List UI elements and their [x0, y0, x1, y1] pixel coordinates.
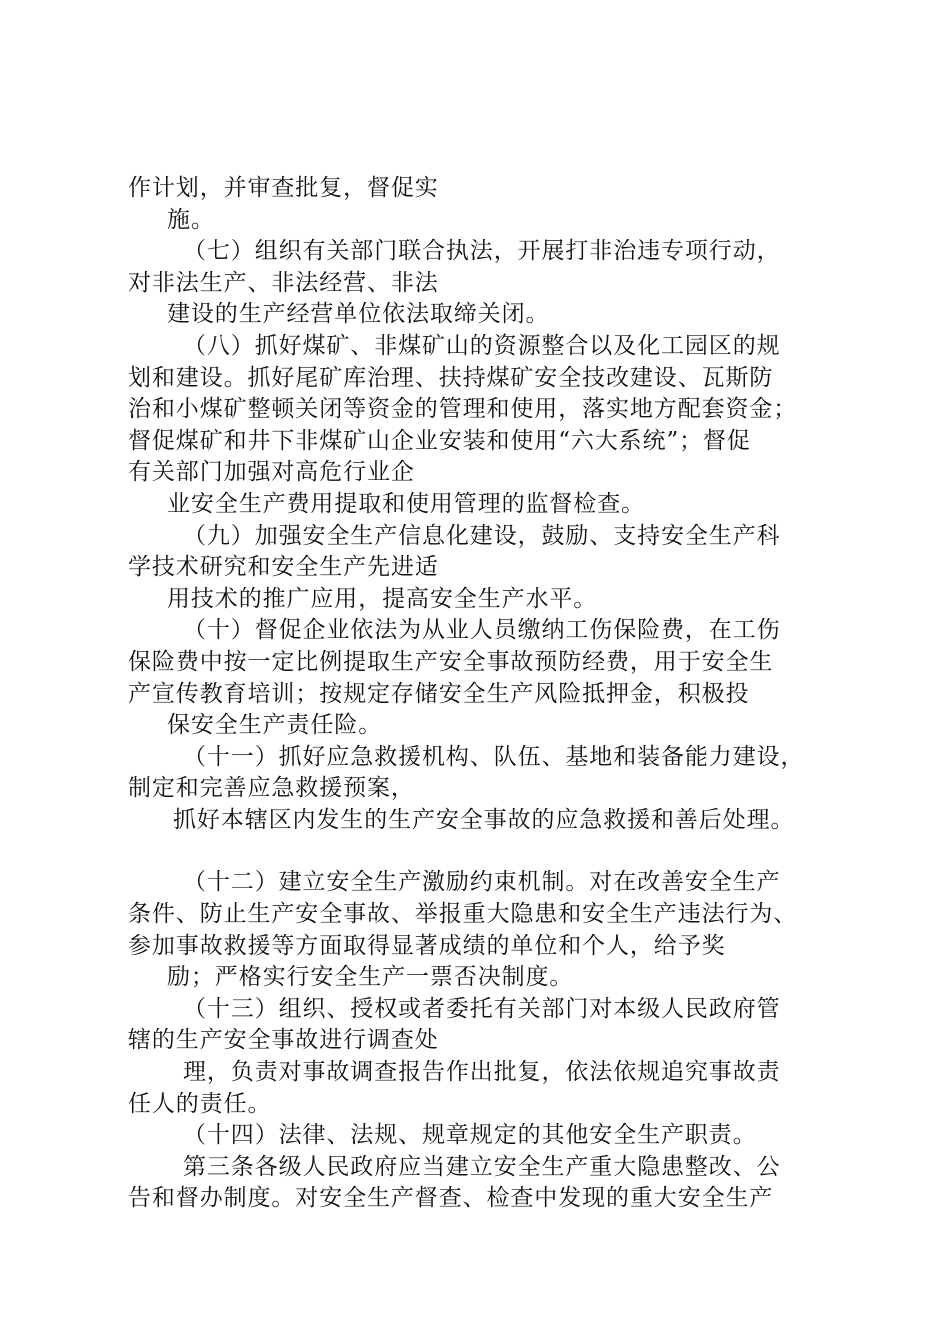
text-line: 有关部门加强对高危行业企 [128, 459, 415, 486]
text-line: 作计划，并审查批复，督促实 [128, 175, 439, 201]
paragraph-gap [128, 836, 848, 867]
text-line: 业安全生产费用提取和使用管理的监督检查。 [167, 490, 645, 517]
text-line: 治和小煤矿整顿关闭等资金的管理和使用，落实地方配套资金； [128, 396, 798, 423]
text-line: 理，负责对事故调查报告作出批复，依法依规追究事故责 [183, 1059, 781, 1086]
text-line: 产宣传教育培训；按规定存储安全生产风险抵押金，积极投 [128, 680, 750, 707]
text-line: 励；严格实行安全生产一票否决制度。 [167, 964, 574, 991]
text-line: 用技术的推广应用，提高安全生产水平。 [167, 585, 598, 612]
text-line: 督促煤矿和井下非煤矿山企业安装和使用“六大系统”；督促 [128, 427, 751, 454]
text-line: （十四）法律、法规、规章规定的其他安全生产职责。 [183, 1122, 757, 1149]
text-line: 第三条各级人民政府应当建立安全生产重大隐患整改、公 [183, 1153, 781, 1180]
text-line: （九）加强安全生产信息化建设，鼓励、支持安全生产科 [183, 522, 781, 549]
text-line: 告和督办制度。对安全生产督查、检查中发现的重大安全生产 [128, 1185, 774, 1212]
text-line: （十三）组织、授权或者委托有关部门对本级人民政府管 [183, 995, 781, 1022]
text-line: （十一）抓好应急救援机构、队伍、基地和装备能力建设， [183, 743, 805, 770]
text-line: 任人的责任。 [128, 1090, 272, 1117]
text-line: 条件、防止生产安全事故、举报重大隐患和安全生产违法行为、 [128, 901, 798, 928]
text-line: 制定和完善应急救援预案， [128, 775, 415, 802]
text-line: 保安全生产责任险。 [167, 712, 383, 739]
text-line: 辖的生产安全事故进行调查处 [128, 1027, 439, 1054]
document-body [128, 173, 848, 1215]
text-line: （八）抓好煤矿、非煤矿山的资源整合以及化工园区的规 [183, 332, 781, 359]
text-line: （十）督促企业依法为从业人员缴纳工伤保险费，在工伤 [183, 617, 781, 644]
text-line: （十二）建立安全生产激励约束机制。对在改善安全生产 [183, 869, 781, 896]
text-line: 抓好本辖区内发生的生产安全事故的应急救援和善后处理。 [173, 806, 795, 833]
text-line: 参加事故救援等方面取得显著成绩的单位和个人，给予奖 [128, 932, 726, 959]
text-line: 施。 [167, 206, 215, 233]
text-line: 保险费中按一定比例提取生产安全事故预防经费，用于安全生 [128, 648, 774, 675]
text-line: （七）组织有关部门联合执法，开展打非治违专项行动， [183, 238, 781, 265]
text-line: 建设的生产经营单位依法取缔关闭。 [167, 301, 550, 328]
text-line: 对非法生产、非法经营、非法 [128, 269, 439, 296]
text-line: 划和建设。抓好尾矿库治理、扶持煤矿安全技改建设、瓦斯防 [128, 364, 774, 391]
text-line: 学技术研究和安全生产先进适 [128, 554, 439, 581]
